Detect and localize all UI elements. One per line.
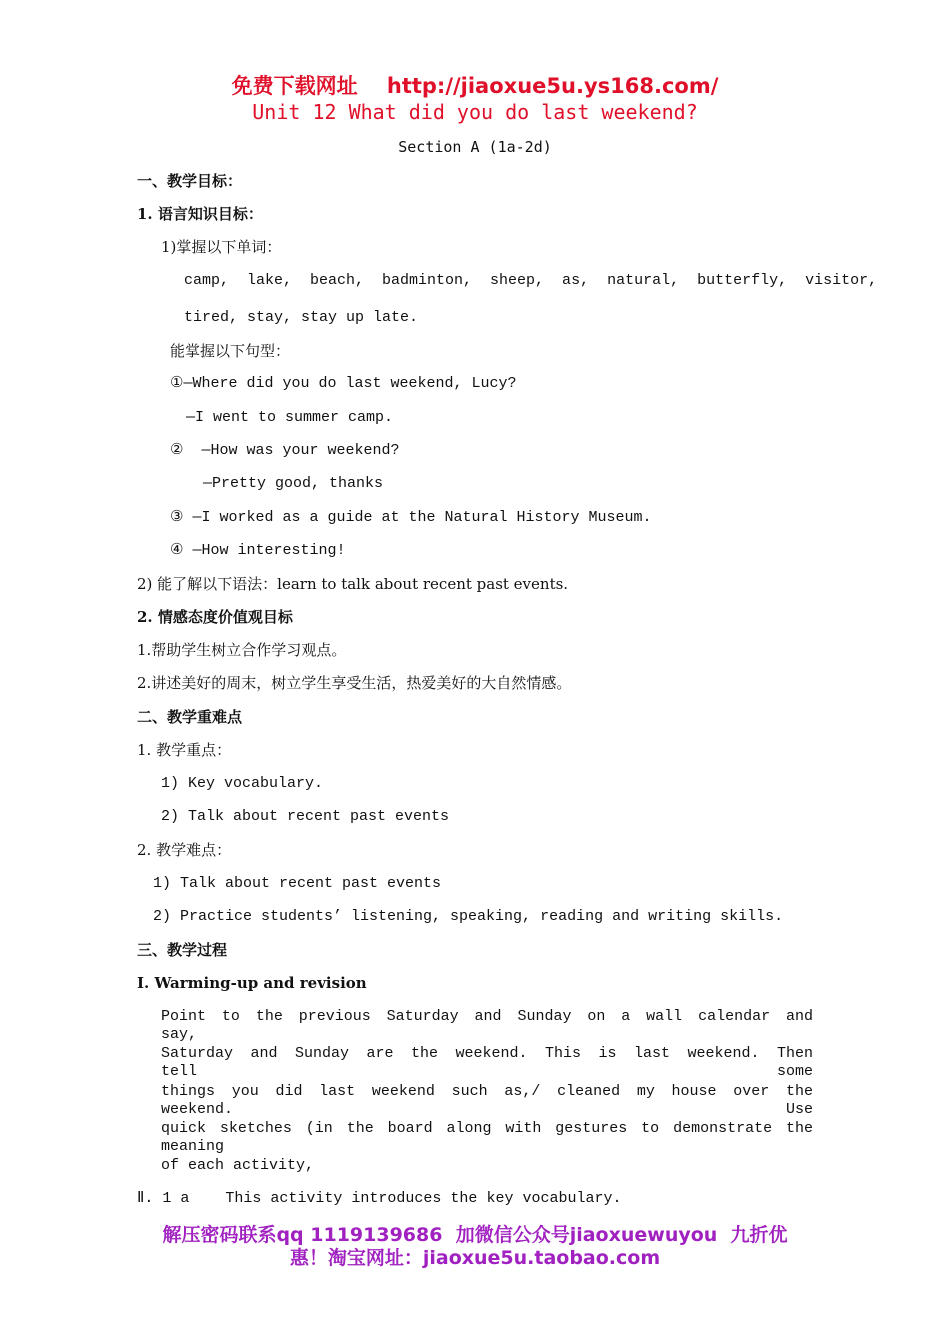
warmup-paragraph-line-1: Point to the previous Saturday and Sunday on a wall calendar and say, [161,1008,813,1043]
step-1-heading: Ⅰ. Warming-up and revision [137,974,367,992]
grammar-objective: 2) 能了解以下语法：learn to talk about recent past events. [137,575,569,593]
pattern-3: ③ —I worked as a guide at the Natural History Museum. [170,509,652,526]
vocab-list-line-1: camp, lake, beach, badminton, sheep, as, natural, butterfly, visitor, [184,272,878,289]
heading-teaching-process: 三、教学过程 [137,941,228,959]
section-subtitle: Section A (1a-2d) [398,138,552,156]
difficult-point-1: 1) Talk about recent past events [153,875,442,892]
difficult-points-heading: 2. 教学难点： [137,841,232,859]
footer-contact-line: 解压密码联系qq 1119139686 加微信公众号jiaoxuewuyou 九折优 [162,1224,788,1246]
emotional-goal-2: 2.讲述美好的周末，树立学生享受生活，热爱美好的大自然情感。 [137,674,572,692]
pattern-2-answer: —Pretty good, thanks [203,475,384,492]
pattern-1-question: ①—Where did you do last weekend, Lucy? [170,375,517,392]
difficult-point-2: 2) Practice students’ listening, speaking, reading and writing skills. [153,908,784,925]
vocab-intro: 1)掌握以下单词： [161,238,282,256]
unit-title: Unit 12 What did you do last weekend? [252,100,698,124]
warmup-paragraph-line-5: of each activity, [161,1157,315,1174]
heading-language-knowledge: 1. 语言知识目标： [137,205,263,223]
warmup-paragraph-line-2: Saturday and Sunday are the weekend. This is last weekend. Then tell some [161,1045,813,1080]
pattern-4: ④ —How interesting! [170,542,346,559]
key-points-heading: 1. 教学重点： [137,741,232,759]
heading-emotional-goals: 2. 情感态度价值观目标 [137,608,293,626]
sentence-patterns-intro: 能掌握以下句型： [170,342,291,360]
warmup-paragraph-line-3: things you did last weekend such as,/ cleaned my house over the weekend. Use [161,1083,813,1118]
step-2-line: Ⅱ. 1 a This activity introduces the key vocabulary. [137,1190,622,1207]
heading-teaching-objectives: 一、教学目标： [137,172,243,190]
vocab-list-line-2: tired, stay, stay up late. [184,309,419,326]
footer-shop-line: 惠！淘宝网址：jiaoxue5u.taobao.com [289,1247,661,1269]
pattern-2-question: ② —How was your weekend? [170,442,400,459]
warmup-paragraph-line-4: quick sketches (in the board along with gestures to demonstrate the meaning [161,1120,813,1155]
key-point-2: 2) Talk about recent past events [161,808,450,825]
pattern-1-answer: —I went to summer camp. [186,409,394,426]
emotional-goal-1: 1.帮助学生树立合作学习观点。 [137,641,347,659]
heading-key-difficult-points: 二、教学重难点 [137,708,243,726]
key-point-1: 1) Key vocabulary. [161,775,324,792]
download-url-heading: 免费下载网址 http://jiaoxue5u.ys168.com/ [231,74,719,98]
